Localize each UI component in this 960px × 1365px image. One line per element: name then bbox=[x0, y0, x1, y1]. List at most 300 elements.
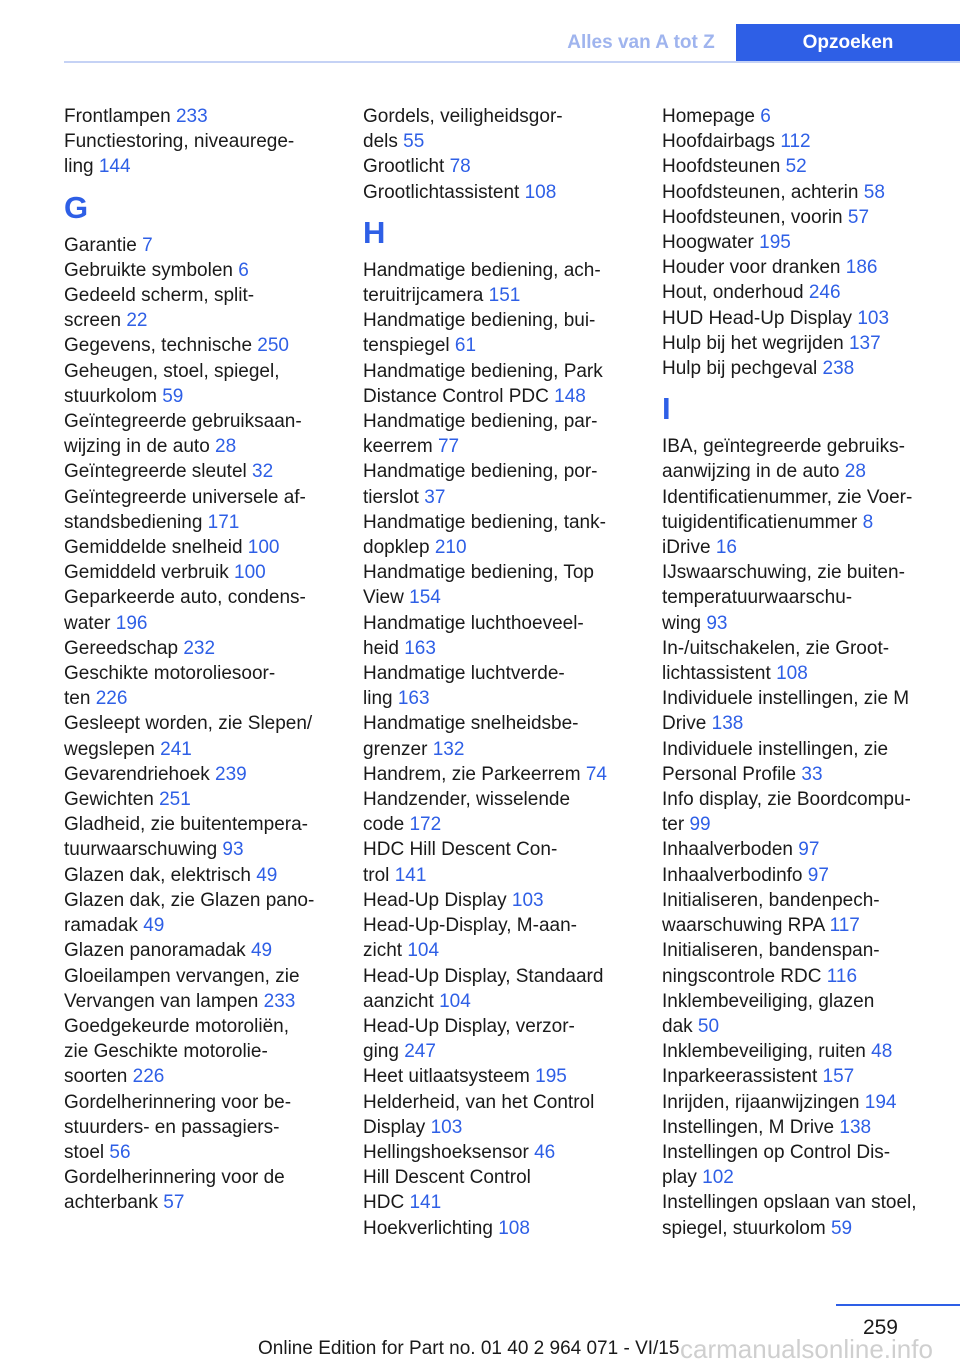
page-reference-link[interactable]: 163 bbox=[397, 688, 430, 710]
page-reference-link[interactable]: 210 bbox=[434, 537, 467, 559]
index-entry bbox=[662, 989, 960, 1039]
page-reference-link[interactable]: 61 bbox=[454, 335, 477, 357]
index-entry bbox=[662, 180, 960, 205]
index-entry bbox=[662, 205, 960, 230]
index-entry-text bbox=[662, 1039, 960, 1064]
index-entry-term: play bbox=[662, 1167, 697, 1189]
page-reference-link[interactable]: 103 bbox=[511, 889, 544, 911]
index-entry-term: grenzer bbox=[363, 738, 428, 760]
index-entry bbox=[363, 409, 663, 459]
index-entry bbox=[662, 306, 960, 331]
index-entry-term: Handmatige bediening, bui- bbox=[363, 310, 596, 332]
page-reference-link[interactable]: 59 bbox=[830, 1217, 853, 1239]
section-tab-opzoeken[interactable]: Opzoeken bbox=[736, 24, 960, 61]
index-entry-term: soorten bbox=[64, 1066, 128, 1088]
index-entry bbox=[662, 787, 960, 837]
index-entry bbox=[662, 1090, 960, 1115]
index-entry-text bbox=[363, 863, 663, 888]
page-reference-link[interactable]: 247 bbox=[404, 1041, 436, 1063]
index-entry-term: teruitrijcamera bbox=[363, 285, 484, 307]
index-entry-text bbox=[64, 762, 364, 787]
page-reference-link[interactable]: 93 bbox=[222, 839, 244, 861]
index-entry-text bbox=[363, 762, 663, 787]
page-reference-link[interactable]: 37 bbox=[424, 486, 446, 508]
index-entry-text bbox=[363, 283, 663, 308]
index-entry-text bbox=[662, 812, 960, 837]
index-entry-text bbox=[64, 1165, 364, 1190]
index-entry bbox=[363, 359, 663, 409]
index-entry-text bbox=[662, 989, 960, 1014]
index-entry-term: water bbox=[64, 612, 111, 634]
page-reference-link[interactable]: 154 bbox=[409, 587, 441, 609]
index-entry-term: Hoofdairbags bbox=[662, 131, 776, 153]
page-reference-link[interactable]: 246 bbox=[808, 282, 841, 304]
index-entry bbox=[64, 129, 364, 179]
index-entry-term: zie Geschikte motorolie- bbox=[64, 1041, 268, 1063]
index-entry-text bbox=[363, 1216, 663, 1241]
index-entry-term: Handrem, zie Parkeerrem bbox=[363, 763, 581, 785]
index-entry bbox=[363, 964, 663, 1014]
index-entry-term: Gedeeld scherm, split- bbox=[64, 285, 255, 307]
index-entry-text bbox=[662, 863, 960, 888]
index-entry-term: standsbediening bbox=[64, 511, 203, 533]
page-reference-link[interactable]: 46 bbox=[534, 1141, 556, 1163]
index-entry-text bbox=[363, 129, 663, 154]
index-entry-text bbox=[662, 888, 960, 913]
index-entry-text bbox=[363, 888, 663, 913]
page-reference-link[interactable]: 59 bbox=[162, 385, 184, 407]
index-entry-text bbox=[662, 356, 960, 381]
index-entry-term: Inklembeveiliging, ruiten bbox=[662, 1041, 866, 1063]
page-reference-link[interactable]: 137 bbox=[848, 332, 881, 354]
page-reference-link[interactable]: 226 bbox=[95, 688, 128, 710]
page-reference-link[interactable]: 6 bbox=[760, 106, 771, 127]
index-entry bbox=[363, 762, 663, 787]
page-reference-link[interactable]: 194 bbox=[864, 1091, 897, 1113]
index-entry-term: Gladheid, zie buitentempera- bbox=[64, 814, 308, 836]
index-entry-term: Helderheid, van het Control bbox=[363, 1091, 595, 1113]
index-entry-term: Head-Up Display, verzor- bbox=[363, 1015, 575, 1037]
index-entry-text bbox=[363, 661, 663, 686]
index-entry-text bbox=[662, 205, 960, 230]
index-entry-text bbox=[363, 154, 663, 179]
index-entry bbox=[662, 535, 960, 560]
page-reference-link[interactable]: 151 bbox=[488, 285, 521, 307]
index-entry-text bbox=[363, 459, 663, 484]
page-reference-link[interactable]: 116 bbox=[826, 965, 858, 987]
index-entry-term: ling bbox=[363, 688, 393, 710]
index-entry-text bbox=[64, 104, 364, 129]
index-entry-text bbox=[363, 434, 663, 459]
index-entry bbox=[64, 409, 364, 459]
index-entry bbox=[363, 1014, 663, 1064]
index-entry-text bbox=[662, 913, 960, 938]
index-letter-heading: H bbox=[363, 214, 386, 250]
index-entry-text bbox=[64, 1190, 364, 1215]
page-reference-link[interactable]: 56 bbox=[109, 1141, 131, 1163]
index-entry-text bbox=[363, 384, 663, 409]
index-entry bbox=[662, 356, 960, 381]
index-entry-text bbox=[662, 1165, 960, 1190]
page-reference-link[interactable]: 141 bbox=[394, 864, 427, 886]
index-entry bbox=[662, 230, 960, 255]
index-entry bbox=[64, 485, 364, 535]
index-column-1 bbox=[64, 104, 364, 1216]
index-entry-term: Grootlichtassistent bbox=[363, 181, 520, 203]
index-entry-text bbox=[363, 989, 663, 1014]
page-reference-link[interactable]: 250 bbox=[257, 335, 289, 357]
page-reference-link[interactable]: 241 bbox=[160, 738, 192, 760]
index-entry-term: Drive bbox=[662, 713, 707, 735]
index-entry-text bbox=[363, 1064, 663, 1089]
index-entry bbox=[662, 1190, 960, 1240]
index-entry-term: screen bbox=[64, 310, 122, 332]
page-reference-link[interactable]: 157 bbox=[822, 1066, 855, 1088]
index-entry bbox=[662, 938, 960, 988]
index-entry-text bbox=[363, 837, 663, 862]
index-entry-term: Identificatienummer, zie Voer- bbox=[662, 486, 913, 508]
index-entry-term: Hoofdsteunen bbox=[662, 156, 781, 178]
index-entry-term: Handmatige bediening, par- bbox=[363, 411, 598, 433]
index-entry-text bbox=[64, 1014, 364, 1039]
index-entry-term: dopklep bbox=[363, 537, 430, 559]
page-reference-link[interactable]: 99 bbox=[689, 814, 711, 836]
index-entry-term: Houder voor dranken bbox=[662, 257, 841, 279]
index-entry-term: Homepage bbox=[662, 106, 755, 127]
index-entry bbox=[662, 737, 960, 787]
index-entry-text bbox=[363, 409, 663, 434]
index-entry-term: View bbox=[363, 587, 404, 609]
page-reference-link[interactable]: 171 bbox=[207, 511, 240, 533]
index-entry-text bbox=[64, 913, 364, 938]
index-entry-term: stoel bbox=[64, 1141, 105, 1163]
index-entry-text bbox=[64, 1090, 364, 1115]
page-reference-link[interactable]: 28 bbox=[215, 436, 237, 458]
index-entry-text bbox=[64, 535, 364, 560]
index-entry bbox=[363, 837, 663, 887]
index-entry-term: keerrem bbox=[363, 436, 433, 458]
index-letter-heading: I bbox=[662, 391, 671, 427]
index-entry-term: HDC Hill Descent Con- bbox=[363, 839, 558, 861]
index-entry bbox=[662, 837, 960, 862]
index-entry bbox=[363, 510, 663, 560]
index-entry-text bbox=[662, 306, 960, 331]
index-entry-text bbox=[363, 1115, 663, 1140]
index-entry-text bbox=[363, 1190, 663, 1215]
page-reference-link[interactable]: 103 bbox=[430, 1116, 463, 1138]
index-entry bbox=[662, 129, 960, 154]
page-reference-link[interactable]: 49 bbox=[250, 940, 273, 962]
index-entry-term: zicht bbox=[363, 940, 403, 962]
index-entry-term: ling bbox=[64, 156, 94, 178]
index-entry bbox=[363, 104, 663, 154]
index-letter-heading: G bbox=[64, 189, 89, 225]
index-entry-term: Hoofdsteunen, achterin bbox=[662, 181, 859, 203]
index-entry-term: Instellingen opslaan van stoel, bbox=[662, 1192, 917, 1214]
index-entry-term: Gereedschap bbox=[64, 637, 179, 659]
page-reference-link[interactable]: 138 bbox=[711, 713, 744, 735]
index-entry bbox=[64, 1165, 364, 1215]
index-entry-term: wegslepen bbox=[64, 738, 155, 760]
page-reference-link[interactable]: 141 bbox=[409, 1192, 442, 1214]
page-reference-link[interactable]: 78 bbox=[449, 156, 471, 178]
index-entry-text bbox=[662, 787, 960, 812]
index-entry bbox=[363, 611, 663, 661]
page-reference-link[interactable]: 196 bbox=[115, 612, 148, 634]
index-entry-term: Hill Descent Control bbox=[363, 1167, 531, 1189]
index-entry-term: Glazen dak, elektrisch bbox=[64, 864, 251, 886]
page-reference-link[interactable]: 52 bbox=[785, 156, 807, 178]
index-entry-term: Grootlicht bbox=[363, 156, 445, 178]
section-tab-a-z[interactable]: Alles van A tot Z bbox=[567, 31, 715, 53]
index-entry-term: tuurwaarschuwing bbox=[64, 839, 218, 861]
index-entry-term: IBA, geïntegreerde gebruiks- bbox=[662, 436, 905, 458]
index-entry bbox=[363, 913, 663, 963]
index-entry bbox=[662, 686, 960, 736]
page-reference-link[interactable]: 57 bbox=[847, 206, 870, 228]
page-reference-link[interactable]: 28 bbox=[844, 461, 866, 483]
index-entry-text bbox=[662, 585, 960, 610]
page-reference-link[interactable]: 97 bbox=[807, 864, 829, 886]
index-entry-text bbox=[662, 104, 960, 129]
index-entry bbox=[363, 180, 663, 205]
index-entry-term: wing bbox=[662, 612, 702, 634]
edition-note: Online Edition for Part no. 01 40 2 964 071 - VI/15 bbox=[258, 1338, 680, 1359]
page-reference-link[interactable]: 132 bbox=[432, 738, 465, 760]
index-entry bbox=[64, 661, 364, 711]
index-entry-text bbox=[363, 104, 663, 129]
page-reference-link[interactable]: 57 bbox=[163, 1192, 185, 1214]
page-reference-link[interactable]: 112 bbox=[780, 131, 811, 153]
index-entry-text bbox=[363, 180, 663, 205]
index-entry bbox=[363, 1090, 663, 1140]
index-entry-text bbox=[363, 812, 663, 837]
index-entry-term: trol bbox=[363, 864, 390, 886]
index-entry-text bbox=[662, 510, 960, 535]
index-entry-term: spiegel, stuurkolom bbox=[662, 1217, 826, 1239]
index-entry bbox=[662, 1064, 960, 1089]
page-reference-link[interactable]: 16 bbox=[715, 537, 737, 559]
page-reference-link[interactable]: 226 bbox=[132, 1066, 165, 1088]
page-reference-link[interactable]: 97 bbox=[798, 839, 820, 861]
index-entry-term: Heet uitlaatsysteem bbox=[363, 1066, 530, 1088]
index-entry-term: Functiestoring, niveaurege- bbox=[64, 131, 295, 153]
page-reference-link[interactable]: 239 bbox=[215, 763, 247, 785]
index-entry-text bbox=[64, 787, 364, 812]
index-entry-term: Inklembeveiliging, glazen bbox=[662, 990, 875, 1012]
index-entry-text bbox=[662, 711, 960, 736]
header-divider bbox=[64, 61, 960, 63]
index-entry-text bbox=[662, 129, 960, 154]
index-entry-text bbox=[662, 560, 960, 585]
index-entry-text bbox=[662, 1115, 960, 1140]
index-entry-term: aanwijzing in de auto bbox=[662, 461, 840, 483]
index-entry bbox=[662, 255, 960, 280]
index-entry bbox=[662, 280, 960, 305]
page-reference-link[interactable]: 50 bbox=[697, 1015, 720, 1037]
index-entry-term: ging bbox=[363, 1041, 399, 1063]
index-entry-term: stuurkolom bbox=[64, 385, 157, 407]
page-reference-link[interactable]: 102 bbox=[702, 1167, 734, 1189]
index-entry-term: Geïntegreerde universele af- bbox=[64, 486, 306, 508]
page-reference-link[interactable]: 104 bbox=[407, 940, 440, 962]
index-entry-term: Hoogwater bbox=[662, 232, 754, 254]
page-reference-link[interactable]: 7 bbox=[142, 234, 153, 256]
index-entry bbox=[64, 459, 364, 484]
index-entry-term: Inhaalverboden bbox=[662, 839, 793, 861]
page-reference-link[interactable]: 172 bbox=[409, 814, 442, 836]
page-reference-link[interactable]: 103 bbox=[857, 307, 890, 329]
page-reference-link[interactable]: 117 bbox=[829, 915, 860, 937]
index-entry-text bbox=[64, 510, 364, 535]
page-reference-link[interactable]: 108 bbox=[776, 663, 808, 685]
page-reference-link[interactable]: 251 bbox=[159, 789, 191, 811]
page-reference-link[interactable]: 100 bbox=[234, 562, 266, 584]
index-entry-text bbox=[662, 255, 960, 280]
index-entry-text bbox=[363, 1014, 663, 1039]
page-reference-link[interactable]: 232 bbox=[183, 637, 216, 659]
page-reference-link[interactable]: 195 bbox=[759, 232, 791, 254]
index-entry-term: Instellingen, M Drive bbox=[662, 1116, 835, 1138]
index-entry-term: dak bbox=[662, 1015, 693, 1037]
page-reference-link[interactable]: 104 bbox=[439, 990, 471, 1012]
page-reference-link[interactable]: 49 bbox=[256, 864, 278, 886]
index-entry-text bbox=[662, 1014, 960, 1039]
index-entry bbox=[64, 104, 364, 129]
index-entry-term: Inrijden, rijaanwijzingen bbox=[662, 1091, 860, 1113]
index-entry bbox=[64, 258, 364, 283]
index-entry-term: Frontlampen bbox=[64, 106, 171, 127]
index-entry-text bbox=[662, 762, 960, 787]
index-entry-text bbox=[64, 359, 364, 384]
index-entry-text bbox=[64, 661, 364, 686]
index-entry-text bbox=[363, 938, 663, 963]
index-entry-term: Gegevens, technische bbox=[64, 335, 253, 357]
index-entry bbox=[64, 812, 364, 862]
index-entry-text bbox=[64, 129, 364, 154]
index-entry-term: Handzender, wisselende bbox=[363, 789, 571, 811]
index-entry bbox=[363, 1216, 663, 1241]
index-entry-text bbox=[662, 661, 960, 686]
index-entry-text bbox=[64, 711, 364, 736]
page-reference-link[interactable]: 144 bbox=[98, 156, 131, 178]
page-reference-link[interactable]: 100 bbox=[247, 537, 280, 559]
index-entry-term: Hout, onderhoud bbox=[662, 282, 804, 304]
page-reference-link[interactable]: 33 bbox=[801, 763, 823, 785]
index-entry-text bbox=[64, 636, 364, 661]
page-number: 259 bbox=[862, 1316, 898, 1339]
page-reference-link[interactable]: 55 bbox=[403, 131, 425, 153]
index-entry-text bbox=[363, 359, 663, 384]
index-entry bbox=[64, 359, 364, 409]
index-entry bbox=[662, 888, 960, 938]
index-entry-text bbox=[363, 737, 663, 762]
index-entry-term: Handmatige luchtverde- bbox=[363, 663, 565, 685]
page-header bbox=[0, 0, 960, 62]
index-entry-text bbox=[64, 863, 364, 888]
index-entry-term: Gevarendriehoek bbox=[64, 763, 210, 785]
page-reference-link[interactable]: 233 bbox=[175, 106, 208, 127]
index-entry bbox=[64, 711, 364, 761]
index-entry bbox=[363, 1064, 663, 1089]
index-entry-text bbox=[64, 964, 364, 989]
index-entry bbox=[662, 434, 960, 484]
page-reference-link[interactable]: 49 bbox=[143, 915, 165, 937]
index-entry bbox=[64, 863, 364, 888]
index-entry-term: Gewichten bbox=[64, 789, 154, 811]
index-entry-term: Individuele instellingen, zie M bbox=[662, 688, 910, 710]
index-entry-text bbox=[64, 560, 364, 585]
page-reference-link[interactable]: 74 bbox=[585, 763, 607, 785]
page-reference-link[interactable]: 108 bbox=[524, 181, 557, 203]
page-reference-link[interactable]: 32 bbox=[252, 461, 274, 483]
index-entry-text bbox=[662, 1216, 960, 1241]
index-entry bbox=[64, 762, 364, 787]
page-reference-link[interactable]: 163 bbox=[404, 637, 436, 659]
page-reference-link[interactable]: 186 bbox=[845, 257, 878, 279]
index-entry-text bbox=[64, 409, 364, 434]
page-reference-link[interactable]: 48 bbox=[871, 1041, 893, 1063]
page-reference-link[interactable]: 108 bbox=[498, 1217, 530, 1239]
page-reference-link[interactable]: 138 bbox=[839, 1116, 872, 1138]
page-reference-link[interactable]: 93 bbox=[706, 612, 728, 634]
page-reference-link[interactable]: 238 bbox=[822, 358, 855, 380]
index-entry-term: tierslot bbox=[363, 486, 419, 508]
index-entry-term: Handmatige snelheidsbe- bbox=[363, 713, 579, 735]
index-entry-text bbox=[662, 1140, 960, 1165]
index-entry-term: tuigidentificatienummer bbox=[662, 511, 858, 533]
page-reference-link[interactable]: 8 bbox=[862, 511, 874, 533]
index-entry-text bbox=[64, 585, 364, 610]
page-reference-link[interactable]: 6 bbox=[238, 259, 249, 281]
index-entry-text bbox=[64, 154, 364, 179]
index-entry-term: Inparkeerassistent bbox=[662, 1066, 818, 1088]
index-entry-text bbox=[363, 308, 663, 333]
page-reference-link[interactable]: 22 bbox=[126, 310, 148, 332]
index-entry-text bbox=[64, 1140, 364, 1165]
index-entry bbox=[363, 258, 663, 308]
page-reference-link[interactable]: 58 bbox=[863, 181, 885, 203]
index-entry-text bbox=[64, 258, 364, 283]
index-entry-text bbox=[64, 686, 364, 711]
page-reference-link[interactable]: 77 bbox=[437, 436, 460, 458]
footer-divider bbox=[836, 1304, 960, 1306]
index-entry bbox=[64, 535, 364, 560]
index-entry-term: ter bbox=[662, 814, 685, 836]
index-column-3 bbox=[662, 104, 960, 1241]
index-entry-text bbox=[662, 611, 960, 636]
page-reference-link[interactable]: 195 bbox=[535, 1066, 567, 1088]
index-entry-term: Hellingshoeksensor bbox=[363, 1141, 529, 1163]
index-entry bbox=[363, 888, 663, 913]
index-entry-term: heid bbox=[363, 637, 399, 659]
index-entry-term: Garantie bbox=[64, 234, 137, 256]
page-reference-link[interactable]: 148 bbox=[554, 385, 586, 407]
index-entry-text bbox=[662, 1064, 960, 1089]
index-entry-term: achterbank bbox=[64, 1192, 159, 1214]
index-entry-term: tenspiegel bbox=[363, 335, 450, 357]
index-entry bbox=[662, 636, 960, 686]
index-entry-term: waarschuwing RPA bbox=[662, 915, 825, 937]
index-entry-term: Handmatige bediening, Park bbox=[363, 360, 603, 382]
index-entry-term: Gesleept worden, zie Slepen/ bbox=[64, 713, 313, 735]
index-entry-text bbox=[363, 1090, 663, 1115]
page-reference-link[interactable]: 233 bbox=[263, 990, 296, 1012]
index-entry-term: temperatuurwaarschu- bbox=[662, 587, 853, 609]
index-entry bbox=[64, 787, 364, 812]
index-entry bbox=[363, 1140, 663, 1165]
index-entry bbox=[662, 560, 960, 636]
